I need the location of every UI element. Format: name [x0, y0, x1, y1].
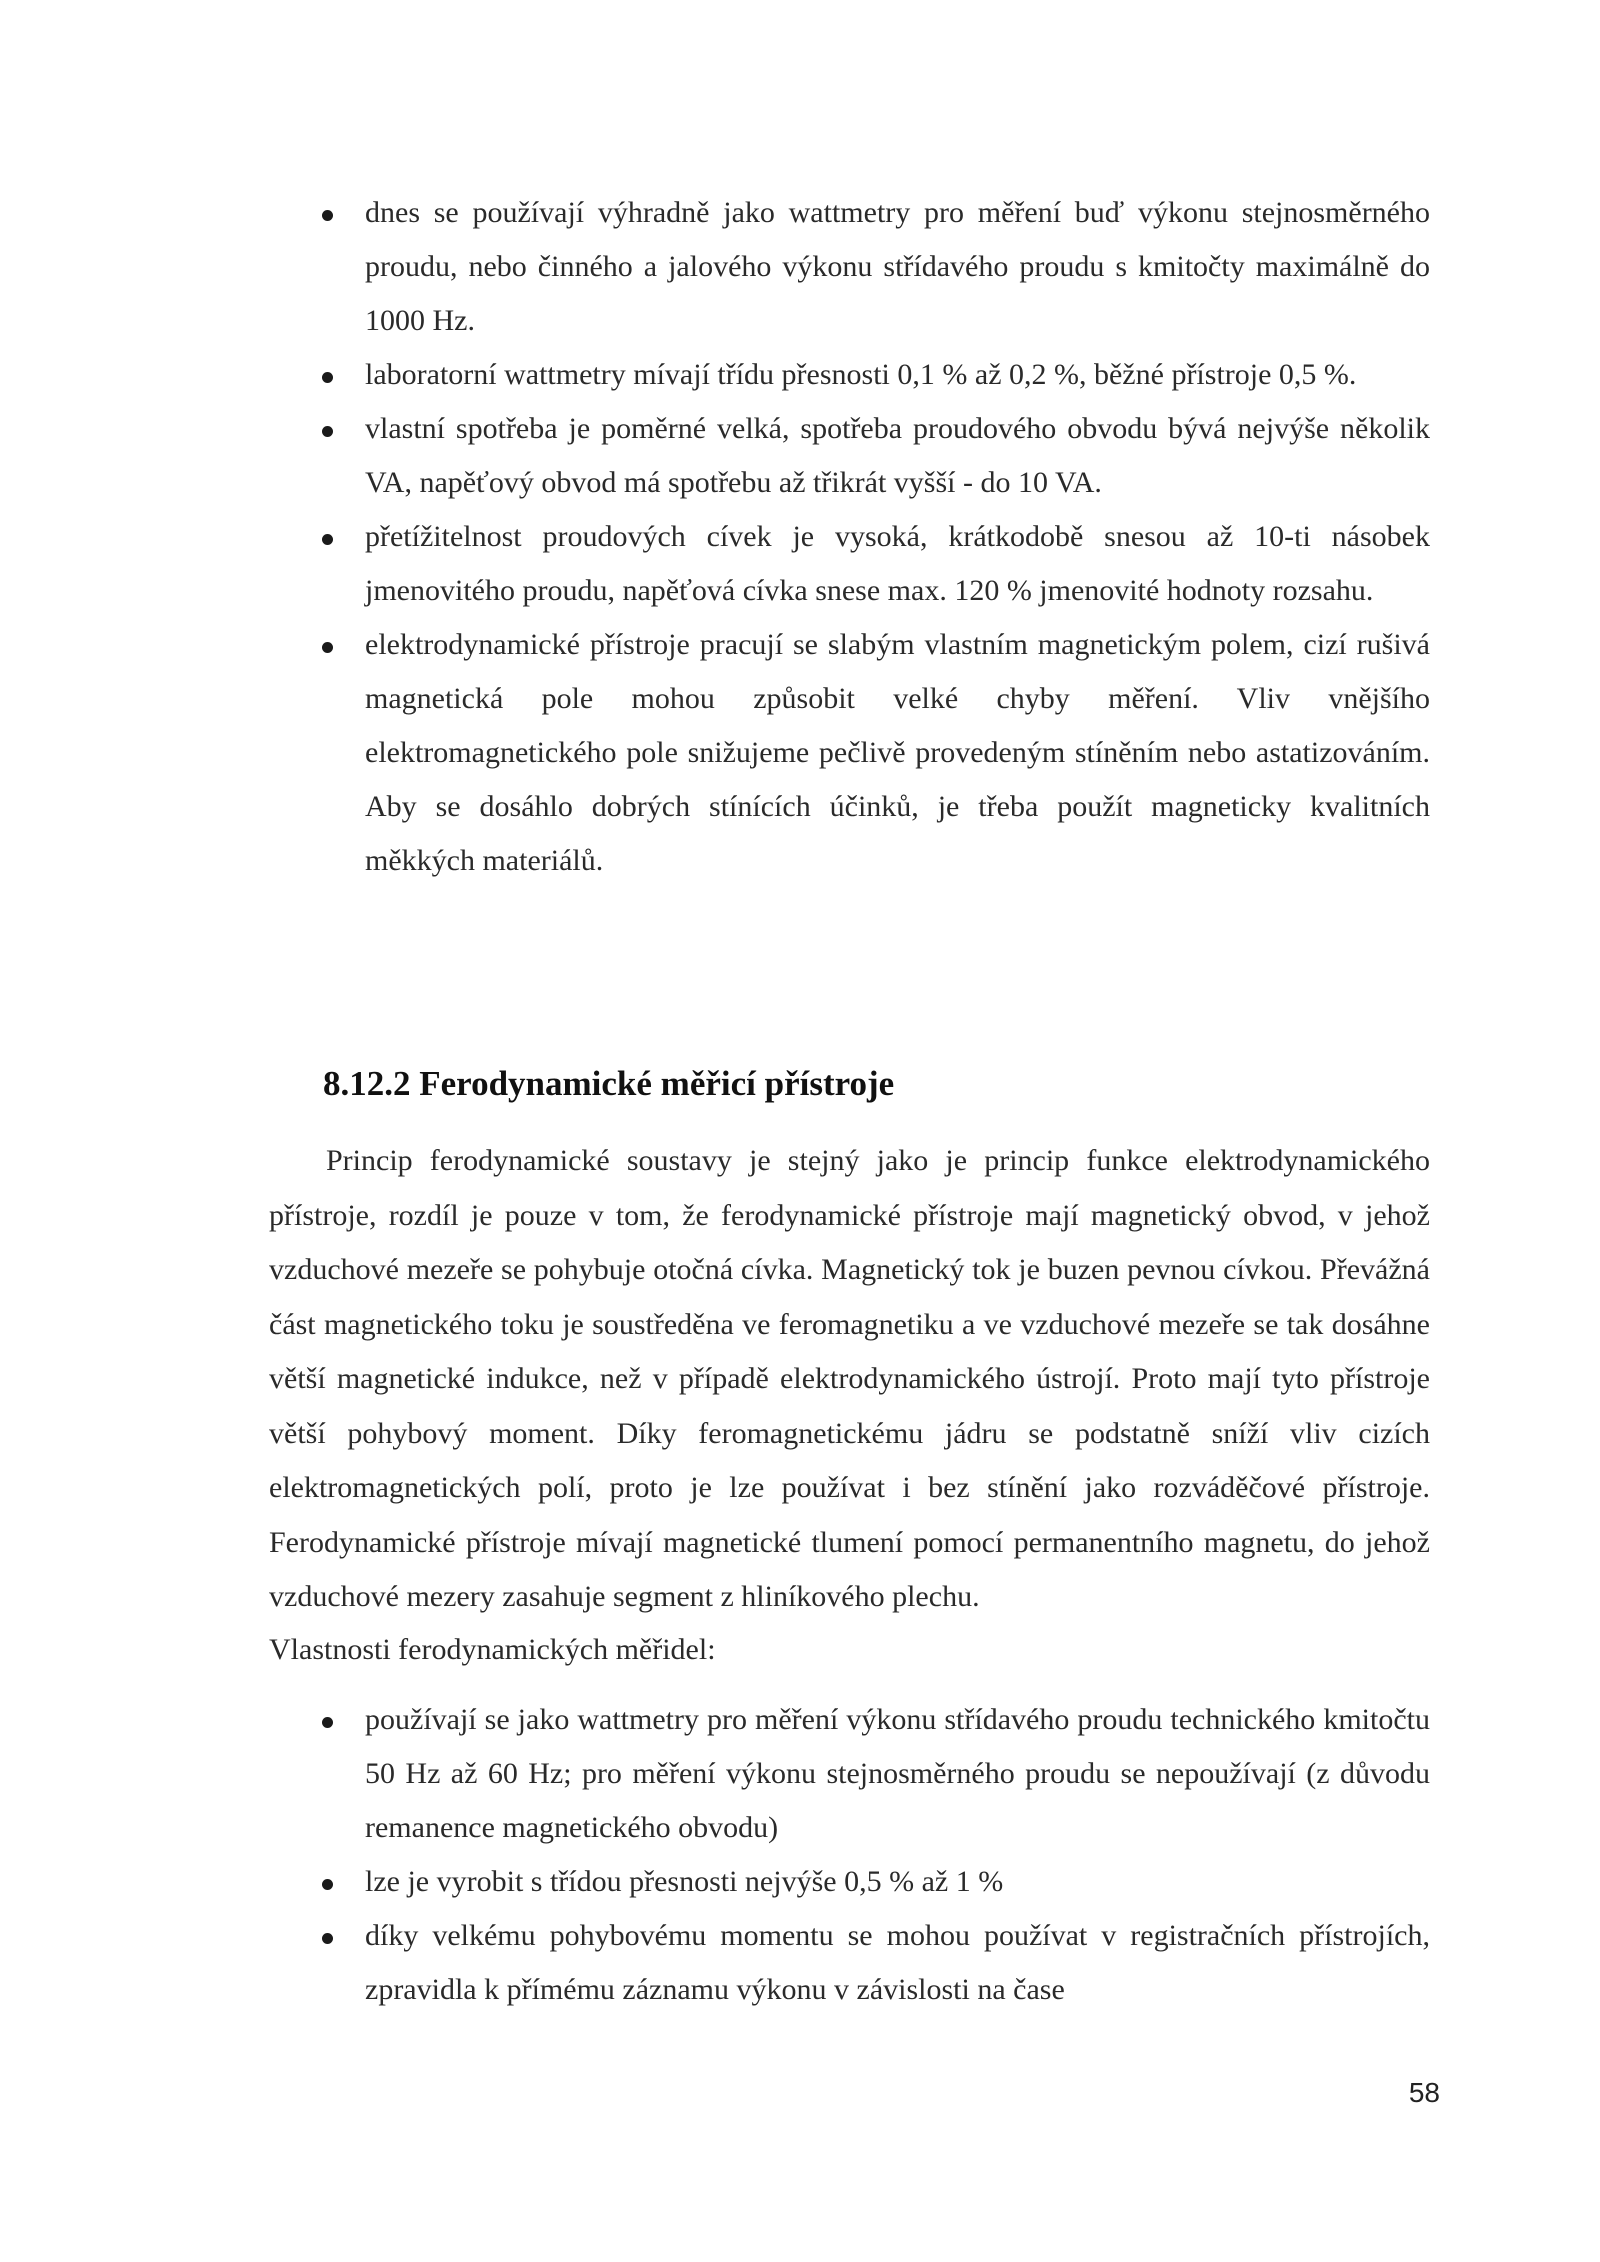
properties-label: Vlastnosti ferodynamických měřidel:	[269, 1633, 716, 1666]
list-item	[0, 186, 1430, 348]
list-item-text: používají se jako wattmetry pro měření výkonu střídavého proudu technického kmitočtu 50 Hz až 60 Hz; pro měření výkonu stejnosměrného proudu se nepoužívají (z důvodu remanence magnetického obvodu)	[365, 1703, 1430, 1844]
bullet-icon	[322, 1933, 333, 1944]
list-item-text: laboratorní wattmetry mívají třídu přesnosti 0,1 % až 0,2 %, běžné přístroje 0,5 %.	[365, 358, 1357, 391]
list-item	[0, 1855, 1430, 1909]
list-item-text: vlastní spotřeba je poměrné velká, spotřeba proudového obvodu bývá nejvýše několik VA, napěťový obvod má spotřebu až třikrát vyšší - do 10 VA.	[365, 412, 1430, 499]
list-item-text: lze je vyrobit s třídou přesnosti nejvýše 0,5 % až 1 %	[365, 1865, 1004, 1898]
list-item	[0, 1909, 1430, 2017]
list-item	[0, 402, 1430, 510]
list-item-text: přetížitelnost proudových cívek je vysoká, krátkodobě snesou až 10-ti násobek jmenovitého proudu, napěťová cívka snese max. 120 % jmenovité hodnoty rozsahu.	[365, 520, 1430, 607]
bullet-icon	[322, 1717, 333, 1728]
bullet-icon	[322, 642, 333, 653]
list-item-text: dnes se používají výhradně jako wattmetry pro měření buď výkonu stejnosměrného proudu, nebo činného a jalového výkonu střídavého proudu s kmitočty maximálně do 1000 Hz.	[365, 196, 1430, 337]
list-item	[0, 510, 1430, 618]
list-item-text: elektrodynamické přístroje pracují se slabým vlastním magnetickým polem, cizí rušivá magnetická pole mohou způsobit velké chyby měření. Vliv vnějšího elektromagnetického pole snižujeme pečlivě provedeným stíněním nebo astatizováním. Aby se dosáhlo dobrých stínících účinků, je třeba použít magneticky kvalitních měkkých materiálů.	[365, 628, 1430, 877]
list-item	[0, 348, 1430, 402]
bullet-icon	[322, 210, 333, 221]
bullet-icon	[322, 372, 333, 383]
bullet-icon	[322, 534, 333, 545]
bullet-icon	[322, 1879, 333, 1890]
bullet-icon	[322, 426, 333, 437]
wattmeter-properties-list	[0, 186, 1430, 888]
list-item-text: díky velkému pohybovému momentu se mohou používat v registračních přístrojích, zpravidla k přímému záznamu výkonu v závislosti na čase	[365, 1919, 1430, 2006]
list-item	[0, 1693, 1430, 1855]
section-heading: 8.12.2 Ferodynamické měřicí přístroje	[323, 1064, 895, 1103]
ferodynamic-properties-list	[0, 1693, 1430, 2017]
page-number: 58	[1408, 2077, 1440, 2108]
list-item	[0, 618, 1430, 888]
body-paragraph: Princip ferodynamické soustavy je stejný jako je princip funkce elektrodynamického přístroje, rozdíl je pouze v tom, že ferodynamické přístroje mají magnetický obvod, v jehož vzduchové mezeře se pohybuje otočná cívka. Magnetický tok je buzen pevnou cívkou. Převážná část magnetického toku je soustředěna ve feromagnetiku a ve vzduchové mezeře se tak dosáhne větší magnetické indukce, než v případě elektrodynamického ústrojí. Proto mají tyto přístroje větší pohybový moment. Díky feromagnetickému jádru se podstatně sníží vliv cizích elektromagnetických polí, proto je lze používat i bez stínění jako rozváděčové přístroje. Ferodynamické přístroje mívají magnetické tlumení pomocí permanentního magnetu, do jehož vzduchové mezery zasahuje segment z hliníkového plechu.	[269, 1144, 1430, 1613]
